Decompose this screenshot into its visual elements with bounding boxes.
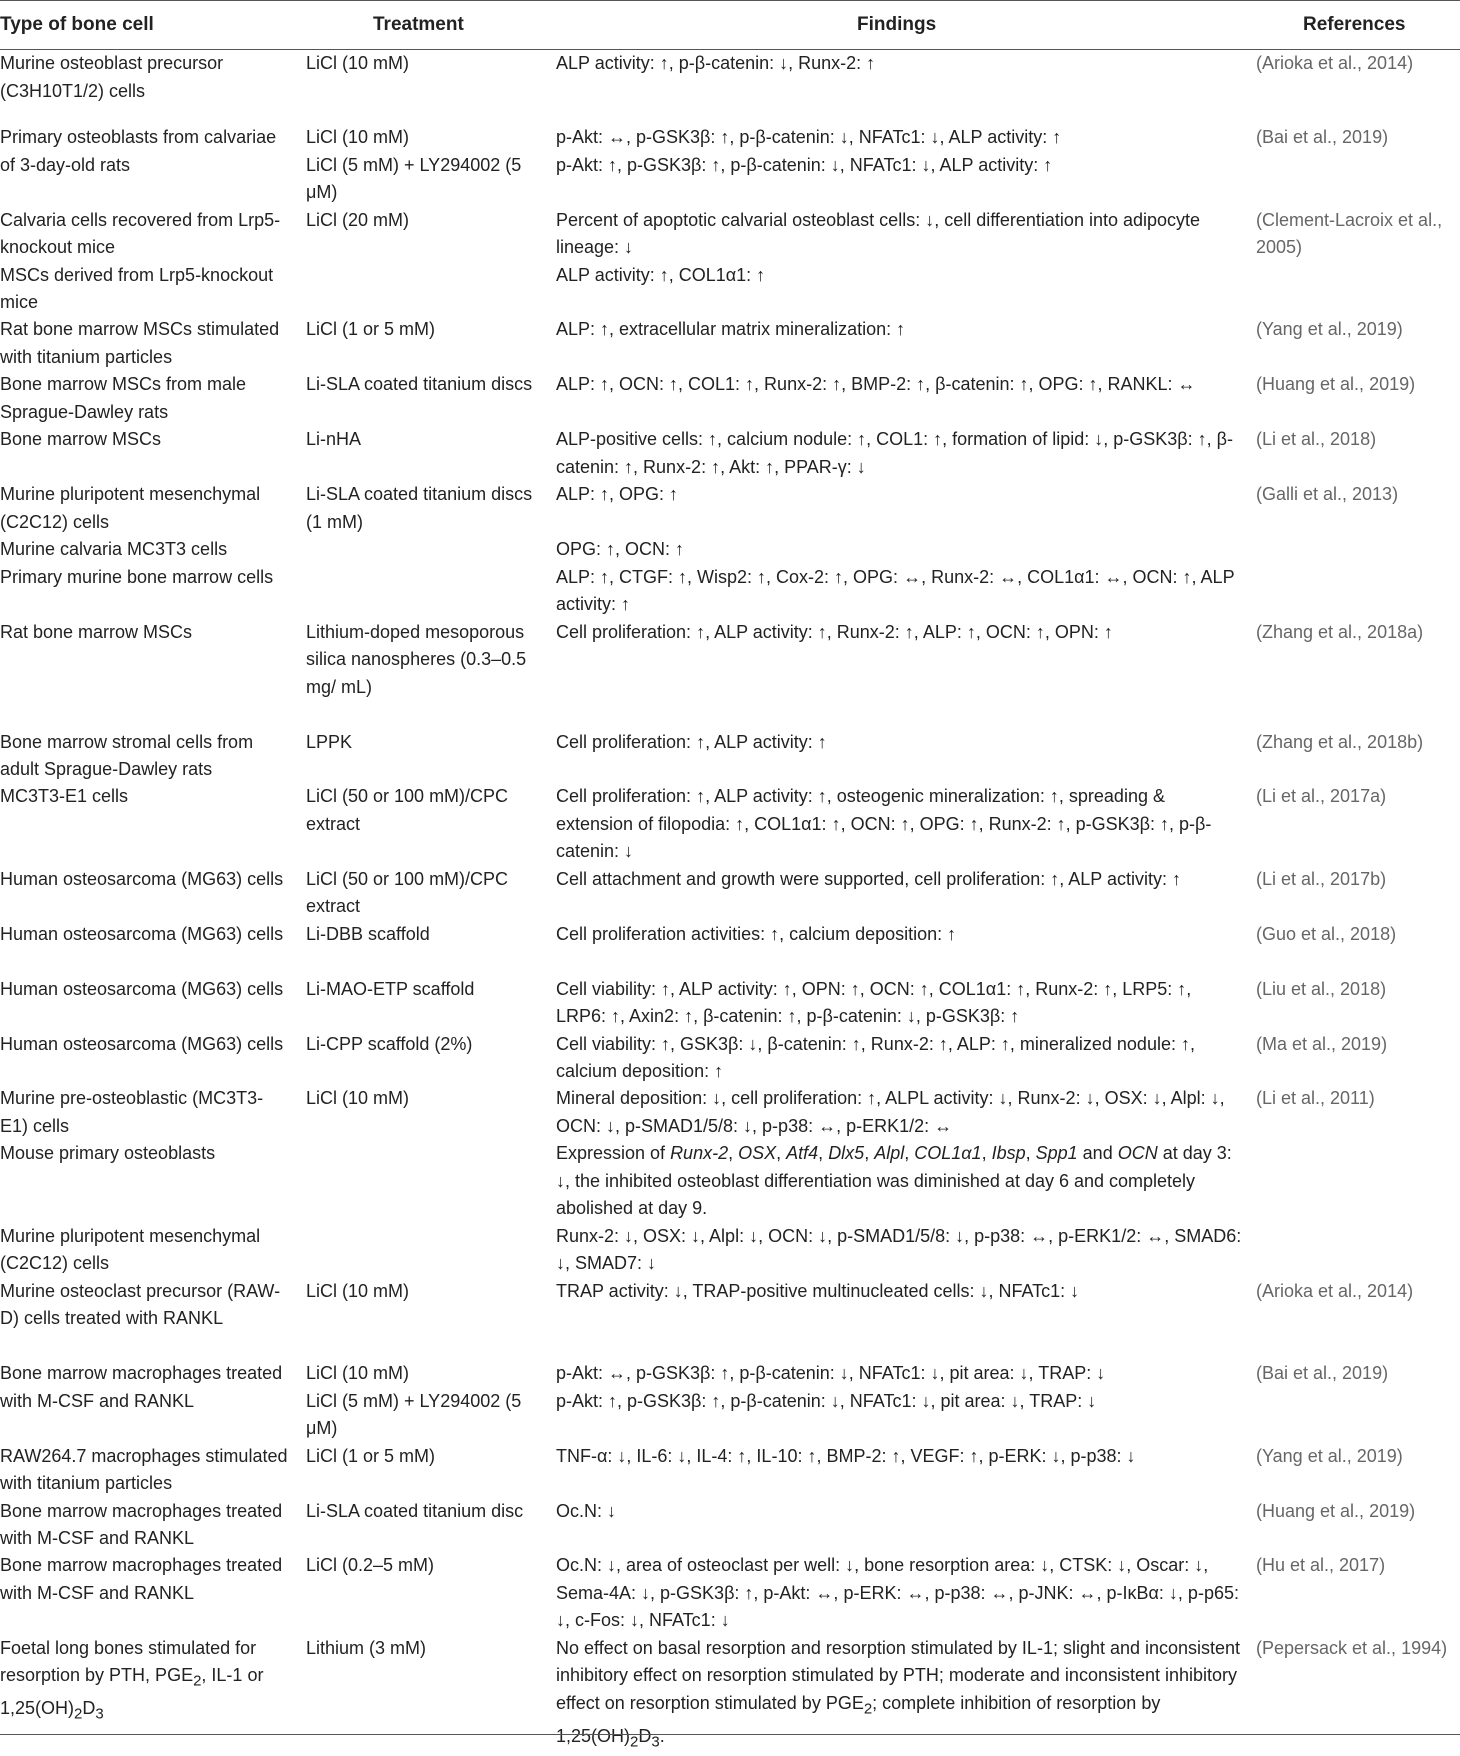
cell-type: Bone marrow MSCs	[0, 429, 162, 449]
treatment: LiCl (10 mM)	[306, 127, 410, 147]
header-references: References	[1303, 14, 1406, 35]
cell-type: Bone marrow MSCs from male Sprague-Dawley rats	[0, 374, 247, 422]
cell-type: Murine osteoblast precursor (C3H10T1/2) cells	[0, 53, 224, 101]
table-header	[0, 0, 1460, 50]
table-row	[0, 1085, 1460, 1140]
cell-type: MSCs derived from Lrp5-knockout mice	[0, 264, 274, 312]
treatment: Li-DBB scaffold	[306, 923, 430, 944]
findings: ALP activity: ↑, COL1α1: ↑	[556, 264, 766, 285]
findings: Cell proliferation: ↑, ALP activity: ↑, Runx-2: ↑, ALP: ↑, OCN: ↑, OPN: ↑	[556, 621, 1113, 642]
cell-type: RAW264.7 macrophages stimulated with titanium particles	[0, 1445, 288, 1493]
table-row	[0, 1635, 1460, 1751]
findings: TNF-α: ↓, IL-6: ↓, IL-4: ↑, IL-10: ↑, BMP-2: ↑, VEGF: ↑, p-ERK: ↓, p-p38: ↓	[556, 1445, 1136, 1466]
cell-type: Bone marrow macrophages treated with M-CSF and RANKL	[0, 1363, 283, 1411]
table-row	[0, 1140, 1460, 1223]
findings: Percent of apoptotic calvarial osteoblast cells: ↓, cell differentiation into adipocyte lineage: ↓	[556, 209, 1201, 257]
reference-link: (Yang et al., 2019)	[1256, 319, 1403, 339]
findings: ALP: ↑, CTGF: ↑, Wisp2: ↑, Cox-2: ↑, OPG: ↔, Runx-2: ↔, COL1α1: ↔, OCN: ↑, ALP activity: ↑	[556, 566, 1235, 614]
findings: Expression of Runx-2, OSX, Atf4, Dlx5, Alpl, COL1α1, Ibsp, Spp1 and OCN at day 3: ↓, the inhibited osteoblast differentiation was diminished at day 6 and completely abolished at day 9.	[556, 1143, 1232, 1218]
findings: Mineral deposition: ↓, cell proliferation: ↑, ALPL activity: ↓, Runx-2: ↓, OSX: ↓, Alpl: ↓, OCN: ↓, p-SMAD1/5/8: ↓, p-p38: ↔, p-ERK1/2: ↔	[556, 1088, 1225, 1136]
treatment: LiCl (10 mM)	[306, 1088, 410, 1108]
cell-type: Primary osteoblasts from calvariae of 3-day-old rats	[0, 127, 277, 175]
cell-type: Murine osteoclast precursor (RAW-D) cells treated with RANKL	[0, 1280, 281, 1328]
table-row	[0, 1031, 1460, 1086]
reference-link: (Huang et al., 2019)	[1256, 374, 1416, 394]
reference-link: (Pepersack et al., 1994)	[1256, 1637, 1448, 1658]
reference-link: (Galli et al., 2013)	[1256, 484, 1399, 504]
findings: Oc.N: ↓, area of osteoclast per well: ↓, bone resorption area: ↓, CTSK: ↓, Oscar: ↓, Sema-4A: ↓, p-GSK3β: ↑, p-Akt: ↔, p-ERK: ↔, p-p38: ↔, p-JNK: ↔, p-IκBα: ↓, p-p65: ↓, c-Fos: ↓, NFATc1: ↓	[556, 1555, 1239, 1630]
table-row	[0, 866, 1460, 921]
cell-type: Rat bone marrow MSCs stimulated with titanium particles	[0, 319, 280, 367]
cell-type: Calvaria cells recovered from Lrp5-knockout mice	[0, 209, 281, 257]
header-treatment: Treatment	[373, 14, 464, 35]
reference-link: (Guo et al., 2018)	[1256, 923, 1397, 944]
table-row	[0, 316, 1460, 371]
treatment: LiCl (50 or 100 mM)/CPC extract	[306, 868, 509, 916]
findings: ALP: ↑, extracellular matrix mineralization: ↑	[556, 319, 906, 339]
cell-type: Murine pluripotent mesenchymal (C2C12) cells	[0, 1225, 261, 1273]
findings: TRAP activity: ↓, TRAP-positive multinucleated cells: ↓, NFATc1: ↓	[556, 1280, 1080, 1301]
cell-type: Mouse primary osteoblasts	[0, 1143, 216, 1163]
findings: Cell viability: ↑, ALP activity: ↑, OPN: ↑, OCN: ↑, COL1α1: ↑, Runx-2: ↑, LRP5: ↑, LRP6: ↑, Axin2: ↑, β-catenin: ↑, p-β-catenin: ↓, p-GSK3β: ↑	[556, 978, 1192, 1026]
findings: ALP-positive cells: ↑, calcium nodule: ↑, COL1: ↑, formation of lipid: ↓, p-GSK3β: ↑, β-catenin: ↑, Runx-2: ↑, Akt: ↑, PPAR-γ: ↓	[556, 429, 1233, 477]
header-cell-type: Type of bone cell	[0, 14, 154, 35]
reference-link: (Li et al., 2017a)	[1256, 786, 1387, 806]
table-row	[0, 1278, 1460, 1361]
table-row	[0, 1388, 1460, 1443]
table-row	[0, 976, 1460, 1031]
table-row	[0, 921, 1460, 976]
cell-type: Human osteosarcoma (MG63) cells	[0, 868, 284, 889]
reference-link: (Ma et al., 2019)	[1256, 1033, 1388, 1054]
treatment: LiCl (10 mM)	[306, 1280, 410, 1301]
findings: Oc.N: ↓	[556, 1500, 617, 1521]
reference-link: (Arioka et al., 2014)	[1256, 53, 1414, 73]
findings: p-Akt: ↑, p-GSK3β: ↑, p-β-catenin: ↓, NFATc1: ↓, pit area: ↓, TRAP: ↓	[556, 1390, 1097, 1411]
table-row	[0, 1223, 1460, 1278]
reference-link: (Li et al., 2011)	[1256, 1088, 1375, 1108]
treatment: LiCl (0.2–5 mM)	[306, 1555, 435, 1575]
treatment: LiCl (5 mM) + LY294002 (5 μM)	[306, 1390, 522, 1438]
findings: p-Akt: ↔, p-GSK3β: ↑, p-β-catenin: ↓, NFATc1: ↓, ALP activity: ↑	[556, 127, 1062, 147]
treatment: Li-nHA	[306, 429, 362, 449]
table-row	[0, 152, 1460, 207]
table-row	[0, 1498, 1460, 1553]
cell-type: Rat bone marrow MSCs	[0, 621, 193, 642]
treatment: LiCl (10 mM)	[306, 1363, 410, 1383]
findings: ALP: ↑, OCN: ↑, COL1: ↑, Runx-2: ↑, BMP-2: ↑, β-catenin: ↑, OPG: ↑, RANKL: ↔	[556, 374, 1196, 394]
cell-type: Human osteosarcoma (MG63) cells	[0, 1033, 284, 1054]
cell-type: Murine calvaria MC3T3 cells	[0, 539, 228, 559]
treatment: Li-MAO-ETP scaffold	[306, 978, 475, 999]
treatment: LiCl (1 or 5 mM)	[306, 1445, 436, 1466]
table-row	[0, 481, 1460, 536]
findings: ALP activity: ↑, p-β-catenin: ↓, Runx-2: ↑	[556, 53, 876, 73]
findings: No effect on basal resorption and resorption stimulated by IL-1; slight and inconsistent inhibitory effect on resorption stimulated by PTH; moderate and inconsistent inhibitory effect on resorption stimulated by $PGE_2$; complete inhibition of resorption by $1,25(OH)_2D_3$.	[556, 1637, 1241, 1751]
findings: ALP: ↑, OPG: ↑	[556, 484, 679, 504]
cell-type: Human osteosarcoma (MG63) cells	[0, 978, 284, 999]
table-row	[0, 564, 1460, 619]
findings: Cell proliferation: ↑, ALP activity: ↑	[556, 731, 827, 752]
findings: Cell attachment and growth were supported, cell proliferation: ↑, ALP activity: ↑	[556, 868, 1181, 889]
treatment: LiCl (50 or 100 mM)/CPC extract	[306, 786, 509, 834]
table-row	[0, 619, 1460, 729]
reference-link: (Yang et al., 2019)	[1256, 1445, 1403, 1466]
findings: Runx-2: ↓, OSX: ↓, Alpl: ↓, OCN: ↓, p-SMAD1/5/8: ↓, p-p38: ↔, p-ERK1/2: ↔, SMAD6: ↓, SMAD7: ↓	[556, 1225, 1242, 1273]
cell-type: MC3T3-E1 cells	[0, 786, 129, 806]
treatment: LPPK	[306, 731, 353, 752]
treatment: LiCl (10 mM)	[306, 53, 410, 73]
treatment: LiCl (5 mM) + LY294002 (5 μM)	[306, 154, 522, 202]
reference-link: (Liu et al., 2018)	[1256, 978, 1387, 999]
cell-type: Primary murine bone marrow cells	[0, 566, 274, 587]
treatment: Lithium (3 mM)	[306, 1637, 427, 1658]
table-row	[0, 426, 1460, 481]
table-bottom-rule	[0, 1734, 1460, 1735]
table-row	[0, 207, 1460, 262]
findings: p-Akt: ↑, p-GSK3β: ↑, p-β-catenin: ↓, NFATc1: ↓, ALP activity: ↑	[556, 154, 1053, 175]
cell-type: Bone marrow stromal cells from adult Sprague-Dawley rats	[0, 731, 254, 779]
reference-link: (Zhang et al., 2018a)	[1256, 621, 1424, 642]
cell-type: Foetal long bones stimulated for resorption by PTH, $PGE_2$, IL-1 or $1,25(OH)_2D_3$	[0, 1637, 264, 1723]
cell-type: Bone marrow macrophages treated with M-CSF and RANKL	[0, 1500, 283, 1548]
table-row	[0, 1443, 1460, 1498]
cell-type: Murine pre-osteoblastic (MC3T3-E1) cells	[0, 1088, 264, 1136]
treatment: Li-SLA coated titanium discs	[306, 374, 533, 394]
treatment: Li-SLA coated titanium discs (1 mM)	[306, 484, 533, 532]
reference-link: (Arioka et al., 2014)	[1256, 1280, 1414, 1301]
findings: Cell proliferation activities: ↑, calcium deposition: ↑	[556, 923, 957, 944]
reference-link: (Zhang et al., 2018b)	[1256, 731, 1424, 752]
treatment: Li-SLA coated titanium disc	[306, 1500, 524, 1521]
table-row	[0, 262, 1460, 317]
reference-link: (Clement-Lacroix et al., 2005)	[1256, 209, 1443, 257]
table-row	[0, 729, 1460, 784]
findings: p-Akt: ↔, p-GSK3β: ↑, p-β-catenin: ↓, NFATc1: ↓, pit area: ↓, TRAP: ↓	[556, 1363, 1106, 1383]
findings: OPG: ↑, OCN: ↑	[556, 539, 685, 559]
table-row	[0, 371, 1460, 426]
reference-link: (Bai et al., 2019)	[1256, 1363, 1389, 1383]
table-row	[0, 124, 1460, 175]
reference-link: (Li et al., 2018)	[1256, 429, 1377, 449]
treatment: LiCl (20 mM)	[306, 209, 410, 230]
treatment: LiCl (1 or 5 mM)	[306, 319, 436, 339]
table-row	[0, 536, 1460, 564]
table-row	[0, 783, 1460, 866]
treatment: Li-CPP scaffold (2%)	[306, 1033, 473, 1054]
findings: Cell viability: ↑, GSK3β: ↓, β-catenin: ↑, Runx-2: ↑, ALP: ↑, mineralized nodule: ↑, calcium deposition: ↑	[556, 1033, 1195, 1081]
cell-type: Human osteosarcoma (MG63) cells	[0, 923, 284, 944]
table-row	[0, 50, 1460, 105]
reference-link: (Huang et al., 2019)	[1256, 1500, 1416, 1521]
reference-link: (Hu et al., 2017)	[1256, 1555, 1386, 1575]
cell-type: Murine pluripotent mesenchymal (C2C12) cells	[0, 484, 261, 532]
treatment: Lithium-doped mesoporous silica nanospheres (0.3–0.5 mg/ mL)	[306, 621, 527, 697]
table-row	[0, 1552, 1460, 1635]
reference-link: (Bai et al., 2019)	[1256, 127, 1389, 147]
header-findings: Findings	[857, 14, 937, 35]
findings: Cell proliferation: ↑, ALP activity: ↑, osteogenic mineralization: ↑, spreading & extension of filopodia: ↑, COL1α1: ↑, OCN: ↑, OPG: ↑, Runx-2: ↑, p-GSK3β: ↑, p-β-catenin: ↓	[556, 786, 1212, 861]
reference-link: (Li et al., 2017b)	[1256, 868, 1387, 889]
cell-type: Bone marrow macrophages treated with M-CSF and RANKL	[0, 1555, 283, 1603]
